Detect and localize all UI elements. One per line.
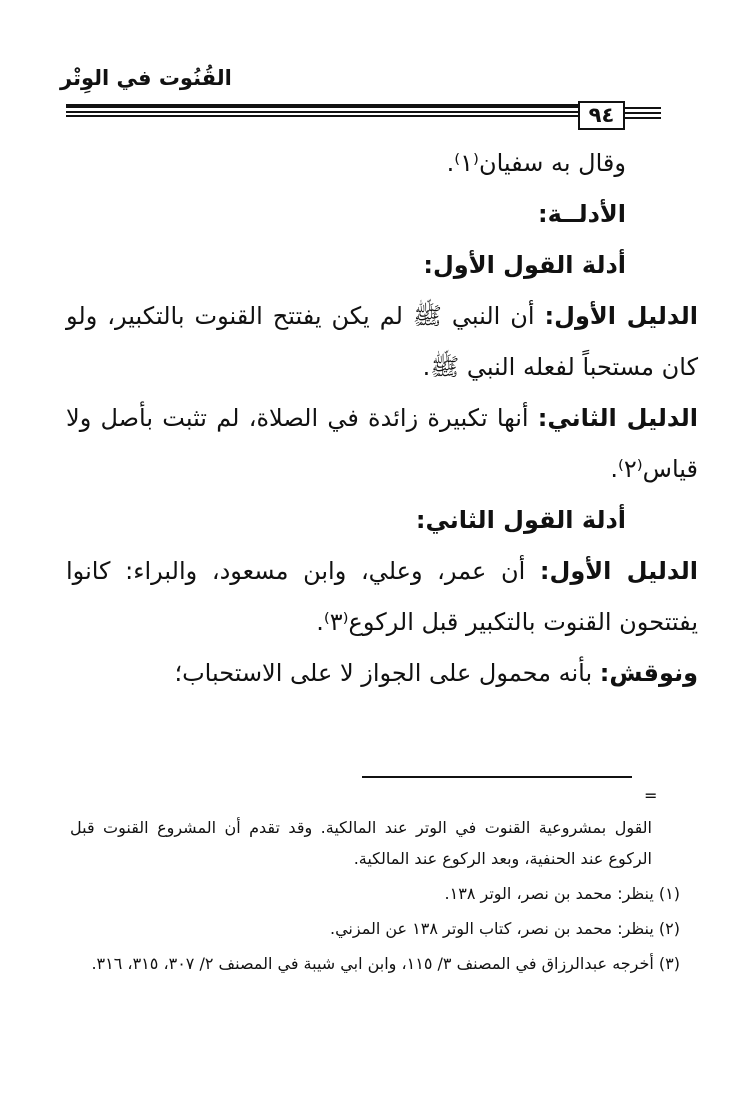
page-number: ٩٤ <box>578 101 625 130</box>
footnote-separator <box>362 776 632 778</box>
paragraph-second-evidence <box>66 393 698 495</box>
third-evidence-text: أن عمر، وعلي، وابن مسعود، والبراء: كانوا يفتتحون القنوت بالتكبير قبل الركوع⁽٣⁾. <box>66 557 698 636</box>
paragraph-rebuttal <box>66 648 698 699</box>
first-evidence-text: أن النبي ﷺ لم يكن يفتتح القنوت بالتكبير، ولو كان مستحباً لفعله النبي ﷺ. <box>66 302 698 381</box>
paragraph-third-evidence <box>66 546 698 648</box>
footnote-1: (١) ينظر: محمد بن نصر، الوتر ١٣٨. <box>444 884 680 903</box>
header-rule-thick <box>66 104 578 108</box>
third-evidence-label: الدليل الأول: <box>539 557 699 585</box>
first-evidence-label: الدليل الأول: <box>544 302 698 330</box>
header-rule-right-1 <box>625 107 661 109</box>
header-rule-thin-2 <box>66 115 578 117</box>
header-rule-right-2 <box>625 112 661 114</box>
evidence-heading: الأدلــة: <box>538 200 626 228</box>
footnote-3: (٣) أخرجه عبدالرزاق في المصنف ٣/ ١١٥، وابن ابي شيبة في المصنف ٢/ ٣٠٧، ٣١٥، ٣١٦. <box>91 954 680 973</box>
body-line-1: وقال به سفيان⁽١⁾. <box>446 149 626 177</box>
header-rule-thin <box>66 111 578 113</box>
rebuttal-label: ونوقش: <box>599 659 698 687</box>
paragraph-first-evidence <box>66 291 698 393</box>
header-rule-right-3 <box>625 117 661 119</box>
first-view-heading: أدلة القول الأول: <box>423 251 626 279</box>
second-view-heading: أدلة القول الثاني: <box>415 506 626 534</box>
running-title: القُنُوت في الوِتْر <box>60 66 232 90</box>
second-evidence-text: أنها تكبيرة زائدة في الصلاة، لم تثبت بأصل ولا قياس⁽٢⁾. <box>66 404 698 483</box>
main-text <box>66 138 698 699</box>
second-evidence-label: الدليل الثاني: <box>537 404 698 432</box>
rebuttal-text: بأنه محمول على الجواز لا على الاستحباب؛ <box>174 659 600 687</box>
footnote-2: (٢) ينظر: محمد بن نصر، كتاب الوتر ١٣٨ عن المزني. <box>329 919 680 938</box>
footnote-continued: القول بمشروعية القنوت في الوتر عند المالكية. وقد تقدم أن المشروع القنوت قبل الركوع عند الحنفية، وبعد الركوع عند المالكية. <box>70 818 652 868</box>
footnotes <box>70 812 680 983</box>
footnote-continuation-mark: = <box>644 786 658 805</box>
